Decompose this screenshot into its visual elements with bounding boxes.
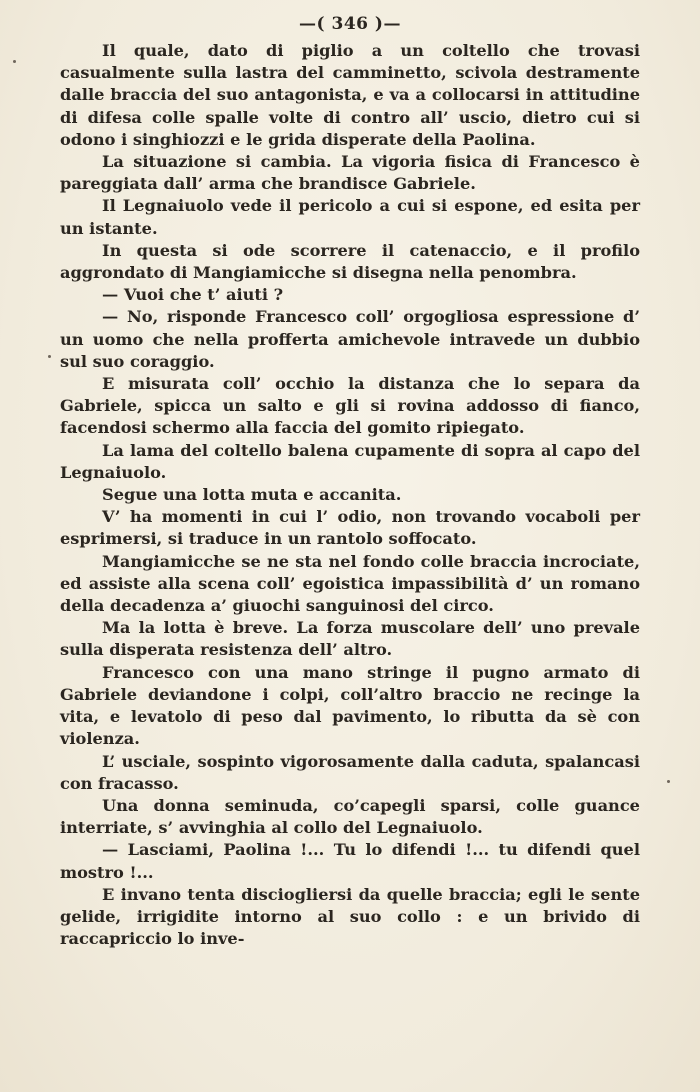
paragraph-9: Segue una lotta muta e accanita. — [102, 485, 402, 505]
paragraph-13: Francesco con una mano stringe il pugno armato di Gabriele deviandone i colpi, coll’altro braccio ne recinge la vita, e levatolo di peso dal pavimento, lo ributta da sè con violenza. — [60, 662, 640, 749]
paragraph-12: Ma la lotta è breve. La forza muscolare dell’ uno prevale sulla disperata resistenza dell’ altro. — [60, 618, 640, 660]
page-number-header: —( 346 )— — [299, 14, 401, 34]
paragraph-6: — No, risponde Francesco coll’ orgogliosa espressione d’ un uomo che nella profferta amichevole intravede un dubbio sul suo coraggio. — [60, 307, 640, 371]
paragraph-14: L’ usciale, sospinto vigorosamente dalla caduta, spalancasi con fracasso. — [60, 751, 640, 793]
paragraph-17: E invano tenta disciogliersi da quelle braccia; egli le sente gelide, irrigidite intorno al suo collo : e un brivido di raccapriccio lo inve- — [60, 884, 640, 949]
margin-speck — [48, 355, 51, 358]
paragraph-11: Mangiamicche se ne sta nel fondo colle braccia incrociate, ed assiste alla scena coll’ egoistica impassibilità d’ un romano della decadenza a’ giuochi sanguinosi del circo. — [60, 551, 640, 616]
body-text — [60, 40, 640, 950]
paragraph-10: V’ ha momenti in cui l’ odio, non trovando vocaboli per esprimersi, si traduce in un rantolo soffocato. — [60, 507, 640, 549]
paragraph-16: — Lasciami, Paolina !... Tu lo difendi !... tu difendi quel mostro !... — [60, 840, 640, 882]
paragraph-15: Una donna seminuda, co’capegli sparsi, colle guance interriate, s’ avvinghia al collo del Legnaiuolo. — [60, 795, 640, 838]
margin-speck — [667, 780, 670, 783]
paragraph-1: Il quale, dato di piglio a un coltello che trovasi casualmente sulla lastra del camminetto, scivola destramente dalle braccia del suo antagonista, e va a collocarsi in attitudine di difesa colle spalle volte di contro all’ uscio, dietro cui si odono i singhiozzi e le grida disperate della Paolina. — [60, 41, 640, 149]
paragraph-7: E misurata coll’ occhio la distanza che lo separa da Gabriele, spicca un salto e gli si rovina addosso di fianco, facendosi schermo alla faccia del gomito ripiegato. — [60, 374, 640, 438]
paragraph-2: La situazione si cambia. La vigoria fisica di Francesco è pareggiata dall’ arma che brandisce Gabriele. — [60, 152, 640, 194]
paragraph-4: In questa si ode scorrere il catenaccio, e il profilo aggrondato di Mangiamicche si disegna nella penombra. — [60, 240, 640, 283]
margin-speck — [13, 60, 16, 63]
paragraph-5: — Vuoi che t’ aiuti ? — [102, 285, 284, 305]
paragraph-3: Il Legnaiuolo vede il pericolo a cui si espone, ed esita per un istante. — [60, 196, 640, 238]
paragraph-8: La lama del coltello balena cupamente di sopra al capo del Legnaiuolo. — [60, 440, 640, 482]
